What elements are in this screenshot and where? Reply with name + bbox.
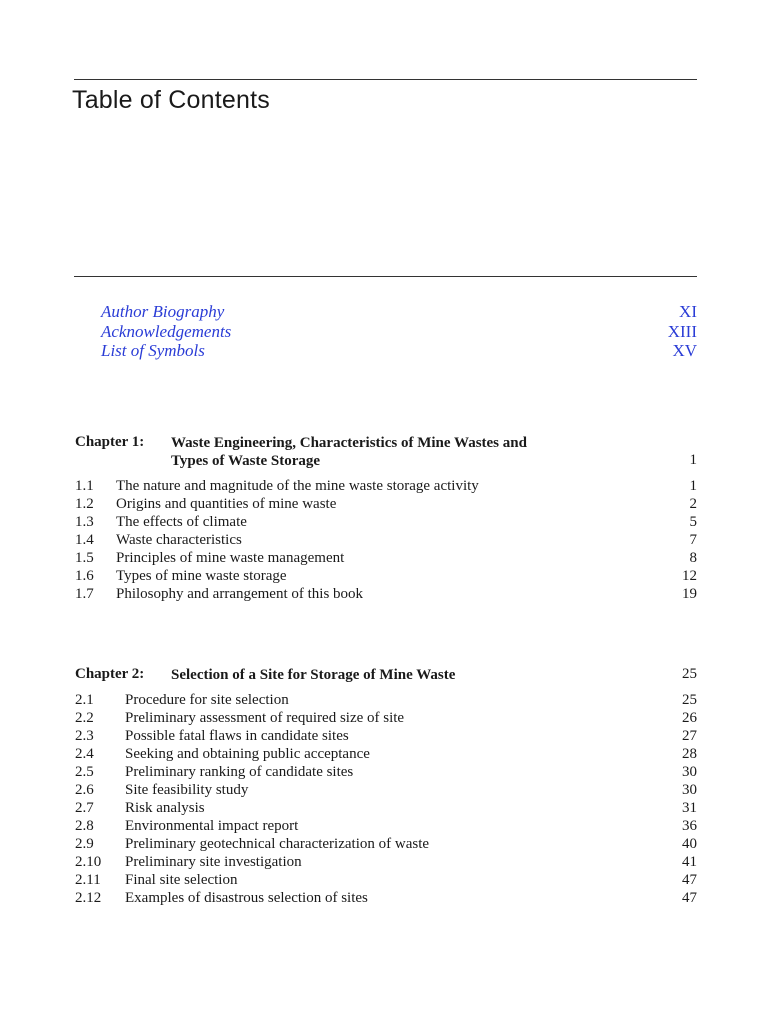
toc-entry xyxy=(75,496,697,514)
section-number: 1.7 xyxy=(75,586,94,602)
toc-entry xyxy=(75,890,697,908)
toc-entry xyxy=(75,568,697,586)
toc-entry xyxy=(75,764,697,782)
section-page: 47 xyxy=(682,872,697,888)
section-title: Risk analysis xyxy=(125,800,205,816)
section-number: 1.6 xyxy=(75,568,94,584)
toc-entry xyxy=(75,818,697,836)
section-number: 2.12 xyxy=(75,890,102,906)
section-title: Final site selection xyxy=(125,872,238,888)
section-number: 2.7 xyxy=(75,800,94,816)
section-page: 25 xyxy=(682,692,697,708)
front-matter-label[interactable]: List of Symbols xyxy=(101,341,205,360)
toc-entry xyxy=(75,710,697,728)
section-title: Examples of disastrous selection of sites xyxy=(125,890,368,906)
toc-entry xyxy=(75,692,697,710)
chapter-title-line-1: Selection of a Site for Storage of Mine Waste xyxy=(171,667,456,683)
chapter-label: Chapter 1: xyxy=(75,434,145,450)
section-number: 2.9 xyxy=(75,836,94,852)
section-number: 2.2 xyxy=(75,710,94,726)
toc-entry xyxy=(75,746,697,764)
section-title: Preliminary site investigation xyxy=(125,854,302,870)
section-page: 7 xyxy=(689,532,697,548)
toc-entry xyxy=(75,800,697,818)
section-page: 36 xyxy=(682,818,697,834)
section-page: 12 xyxy=(682,568,697,584)
section-title: Procedure for site selection xyxy=(125,692,289,708)
toc-entry xyxy=(75,514,697,532)
section-title: Possible fatal flaws in candidate sites xyxy=(125,728,349,744)
chapter-title-line-1: Waste Engineering, Characteristics of Mine Wastes and xyxy=(171,435,527,451)
section-title: The effects of climate xyxy=(116,514,247,530)
toc-entry xyxy=(75,478,697,496)
section-title: Philosophy and arrangement of this book xyxy=(116,586,364,602)
section-number: 2.11 xyxy=(75,872,101,888)
toc-entry xyxy=(75,728,697,746)
section-number: 1.3 xyxy=(75,514,94,530)
front-matter-label[interactable]: Author Biography xyxy=(101,302,225,321)
section-number: 1.1 xyxy=(75,478,94,494)
section-page: 40 xyxy=(682,836,697,852)
section-page: 41 xyxy=(682,854,697,870)
section-page: 8 xyxy=(689,550,697,566)
section-title: Types of mine waste storage xyxy=(116,568,287,584)
section-number: 2.4 xyxy=(75,746,94,762)
section-title: Preliminary geotechnical characterization of waste xyxy=(125,836,430,852)
section-number: 2.6 xyxy=(75,782,94,798)
section-number: 2.1 xyxy=(75,692,94,708)
section-title: Waste characteristics xyxy=(116,532,242,548)
section-number: 2.8 xyxy=(75,818,94,834)
toc-entry xyxy=(75,532,697,550)
section-page: 47 xyxy=(682,890,697,906)
toc-entry xyxy=(75,872,697,890)
section-title: Preliminary ranking of candidate sites xyxy=(125,764,354,780)
section-title: Environmental impact report xyxy=(125,818,299,834)
section-title: Principles of mine waste management xyxy=(116,550,345,566)
top-divider xyxy=(74,79,697,80)
section-page: 1 xyxy=(689,478,697,494)
toc-entry xyxy=(75,586,697,604)
chapter-title-line-2: Types of Waste Storage xyxy=(171,453,321,469)
chapter-page: 1 xyxy=(689,452,697,468)
front-matter-label[interactable]: Acknowledgements xyxy=(101,322,232,341)
section-page: 30 xyxy=(682,764,697,780)
section-page: 5 xyxy=(689,514,697,530)
toc-entry xyxy=(75,550,697,568)
section-page: 26 xyxy=(682,710,697,726)
section-number: 2.5 xyxy=(75,764,94,780)
section-number: 2.10 xyxy=(75,854,102,870)
section-title: Site feasibility study xyxy=(125,782,249,798)
section-title: The nature and magnitude of the mine waste storage activity xyxy=(116,478,479,494)
section-page: 19 xyxy=(682,586,697,602)
middle-divider xyxy=(74,276,697,277)
front-matter-page[interactable]: XI xyxy=(679,302,697,321)
page-title: Table of Contents xyxy=(72,86,270,114)
toc-entry xyxy=(75,854,697,872)
section-title: Origins and quantities of mine waste xyxy=(116,496,337,512)
section-page: 28 xyxy=(682,746,697,762)
front-matter-item-list-of-symbols[interactable] xyxy=(101,341,697,361)
section-number: 1.2 xyxy=(75,496,94,512)
front-matter-page[interactable]: XV xyxy=(672,341,697,360)
toc-entry xyxy=(75,836,697,854)
section-title: Preliminary assessment of required size of site xyxy=(125,710,405,726)
section-number: 1.5 xyxy=(75,550,94,566)
section-page: 31 xyxy=(682,800,697,816)
toc-entry xyxy=(75,782,697,800)
section-page: 2 xyxy=(689,496,697,512)
chapter-page: 25 xyxy=(682,666,697,682)
section-page: 30 xyxy=(682,782,697,798)
front-matter-item-author-biography[interactable] xyxy=(101,302,697,322)
section-number: 2.3 xyxy=(75,728,94,744)
section-page: 27 xyxy=(682,728,697,744)
section-number: 1.4 xyxy=(75,532,94,548)
chapter-label: Chapter 2: xyxy=(75,666,145,682)
section-title: Seeking and obtaining public acceptance xyxy=(125,746,370,762)
front-matter-page[interactable]: XIII xyxy=(667,322,697,341)
front-matter-item-acknowledgements[interactable] xyxy=(101,322,697,342)
